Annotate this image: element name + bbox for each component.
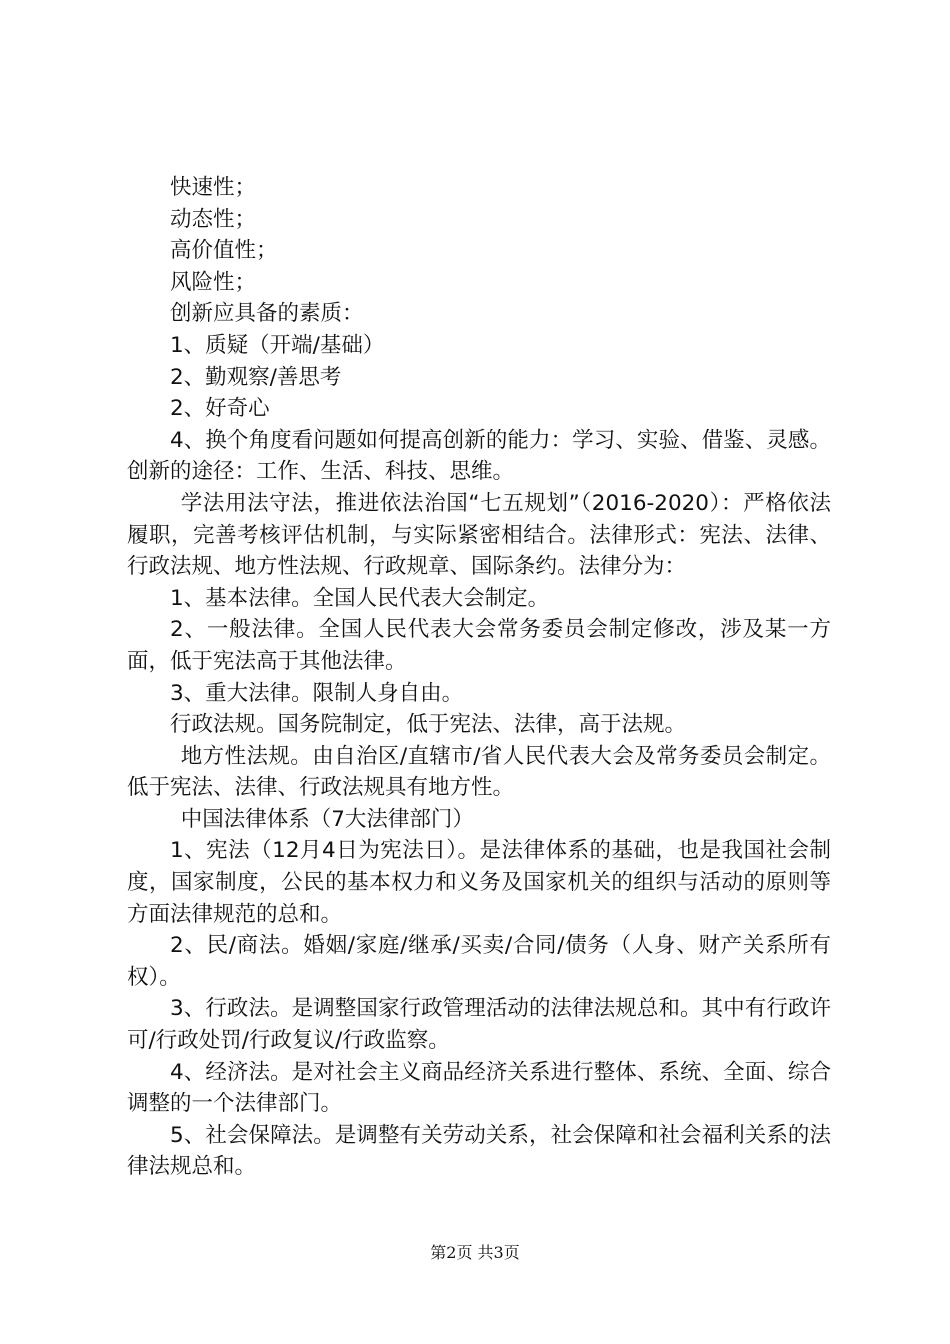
paragraph: 行政法规。国务院制定，低于宪法、法律，高于法规。 [170,712,687,738]
list-item: 2、勤观察/善思考 [170,364,342,390]
list-item: 1、基本法律。全国人民代表大会制定。 [170,585,550,611]
list-item: 4、经济法。是对社会主义商品经济关系进行整体、系统、全面、综合调整的一个法律部门。 [127,1059,831,1117]
paragraph: 地方性法规。由自治区/直辖市/省人民代表大会及常务委员会制定。低于宪法、法律、行政法规具有地方性。 [127,743,831,801]
paragraph: 快速性； [170,175,257,200]
paragraph: 风险性； [170,269,257,295]
paragraph: 创新应具备的素质： [170,301,364,327]
paragraph: 动态性； [170,206,257,232]
list-item: 5、社会保障法。是调整有关劳动关系，社会保障和社会福利关系的法律法规总和。 [127,1122,831,1180]
list-item: 4、换个角度看问题如何提高创新的能力：学习、实验、借鉴、灵感。创新的途径：工作、生活、科技、思维。 [127,427,831,485]
list-item: 3、行政法。是调整国家行政管理活动的法律法规总和。其中有行政许可/行政处罚/行政复议/行政监察。 [127,996,831,1054]
list-item: 2、民/商法。婚姻/家庭/继承/买卖/合同/债务（人身、财产关系所有权）。 [127,933,831,990]
section-heading: 中国法律体系（7大法律部门） [180,806,474,832]
paragraph: 高价值性； [170,238,278,264]
paragraph: 学法用法守法，推进依法治国“七五规划”（2016-2020）：严格依法履职，完善考核评估机制，与实际紧密相结合。法律形式：宪法、法律、行政法规、地方性法规、行政规章、国际条约。法律分为： [127,490,831,580]
list-item: 2、好奇心 [170,396,270,422]
list-item: 1、宪法（12月4日为宪法日）。是法律体系的基础，也是我国社会制度，国家制度，公民的基本权力和义务及国家机关的组织与活动的原则等方面法律规范的总和。 [127,838,831,927]
page-number-footer: 第2页 共3页 [430,1243,520,1262]
document-body [127,172,831,1183]
list-item: 2、一般法律。全国人民代表大会常务委员会制定修改，涉及某一方面，低于宪法高于其他法律。 [127,617,831,674]
list-item: 3、重大法律。限制人身自由。 [170,680,464,706]
list-item: 1、质疑（开端/基础） [170,332,385,358]
